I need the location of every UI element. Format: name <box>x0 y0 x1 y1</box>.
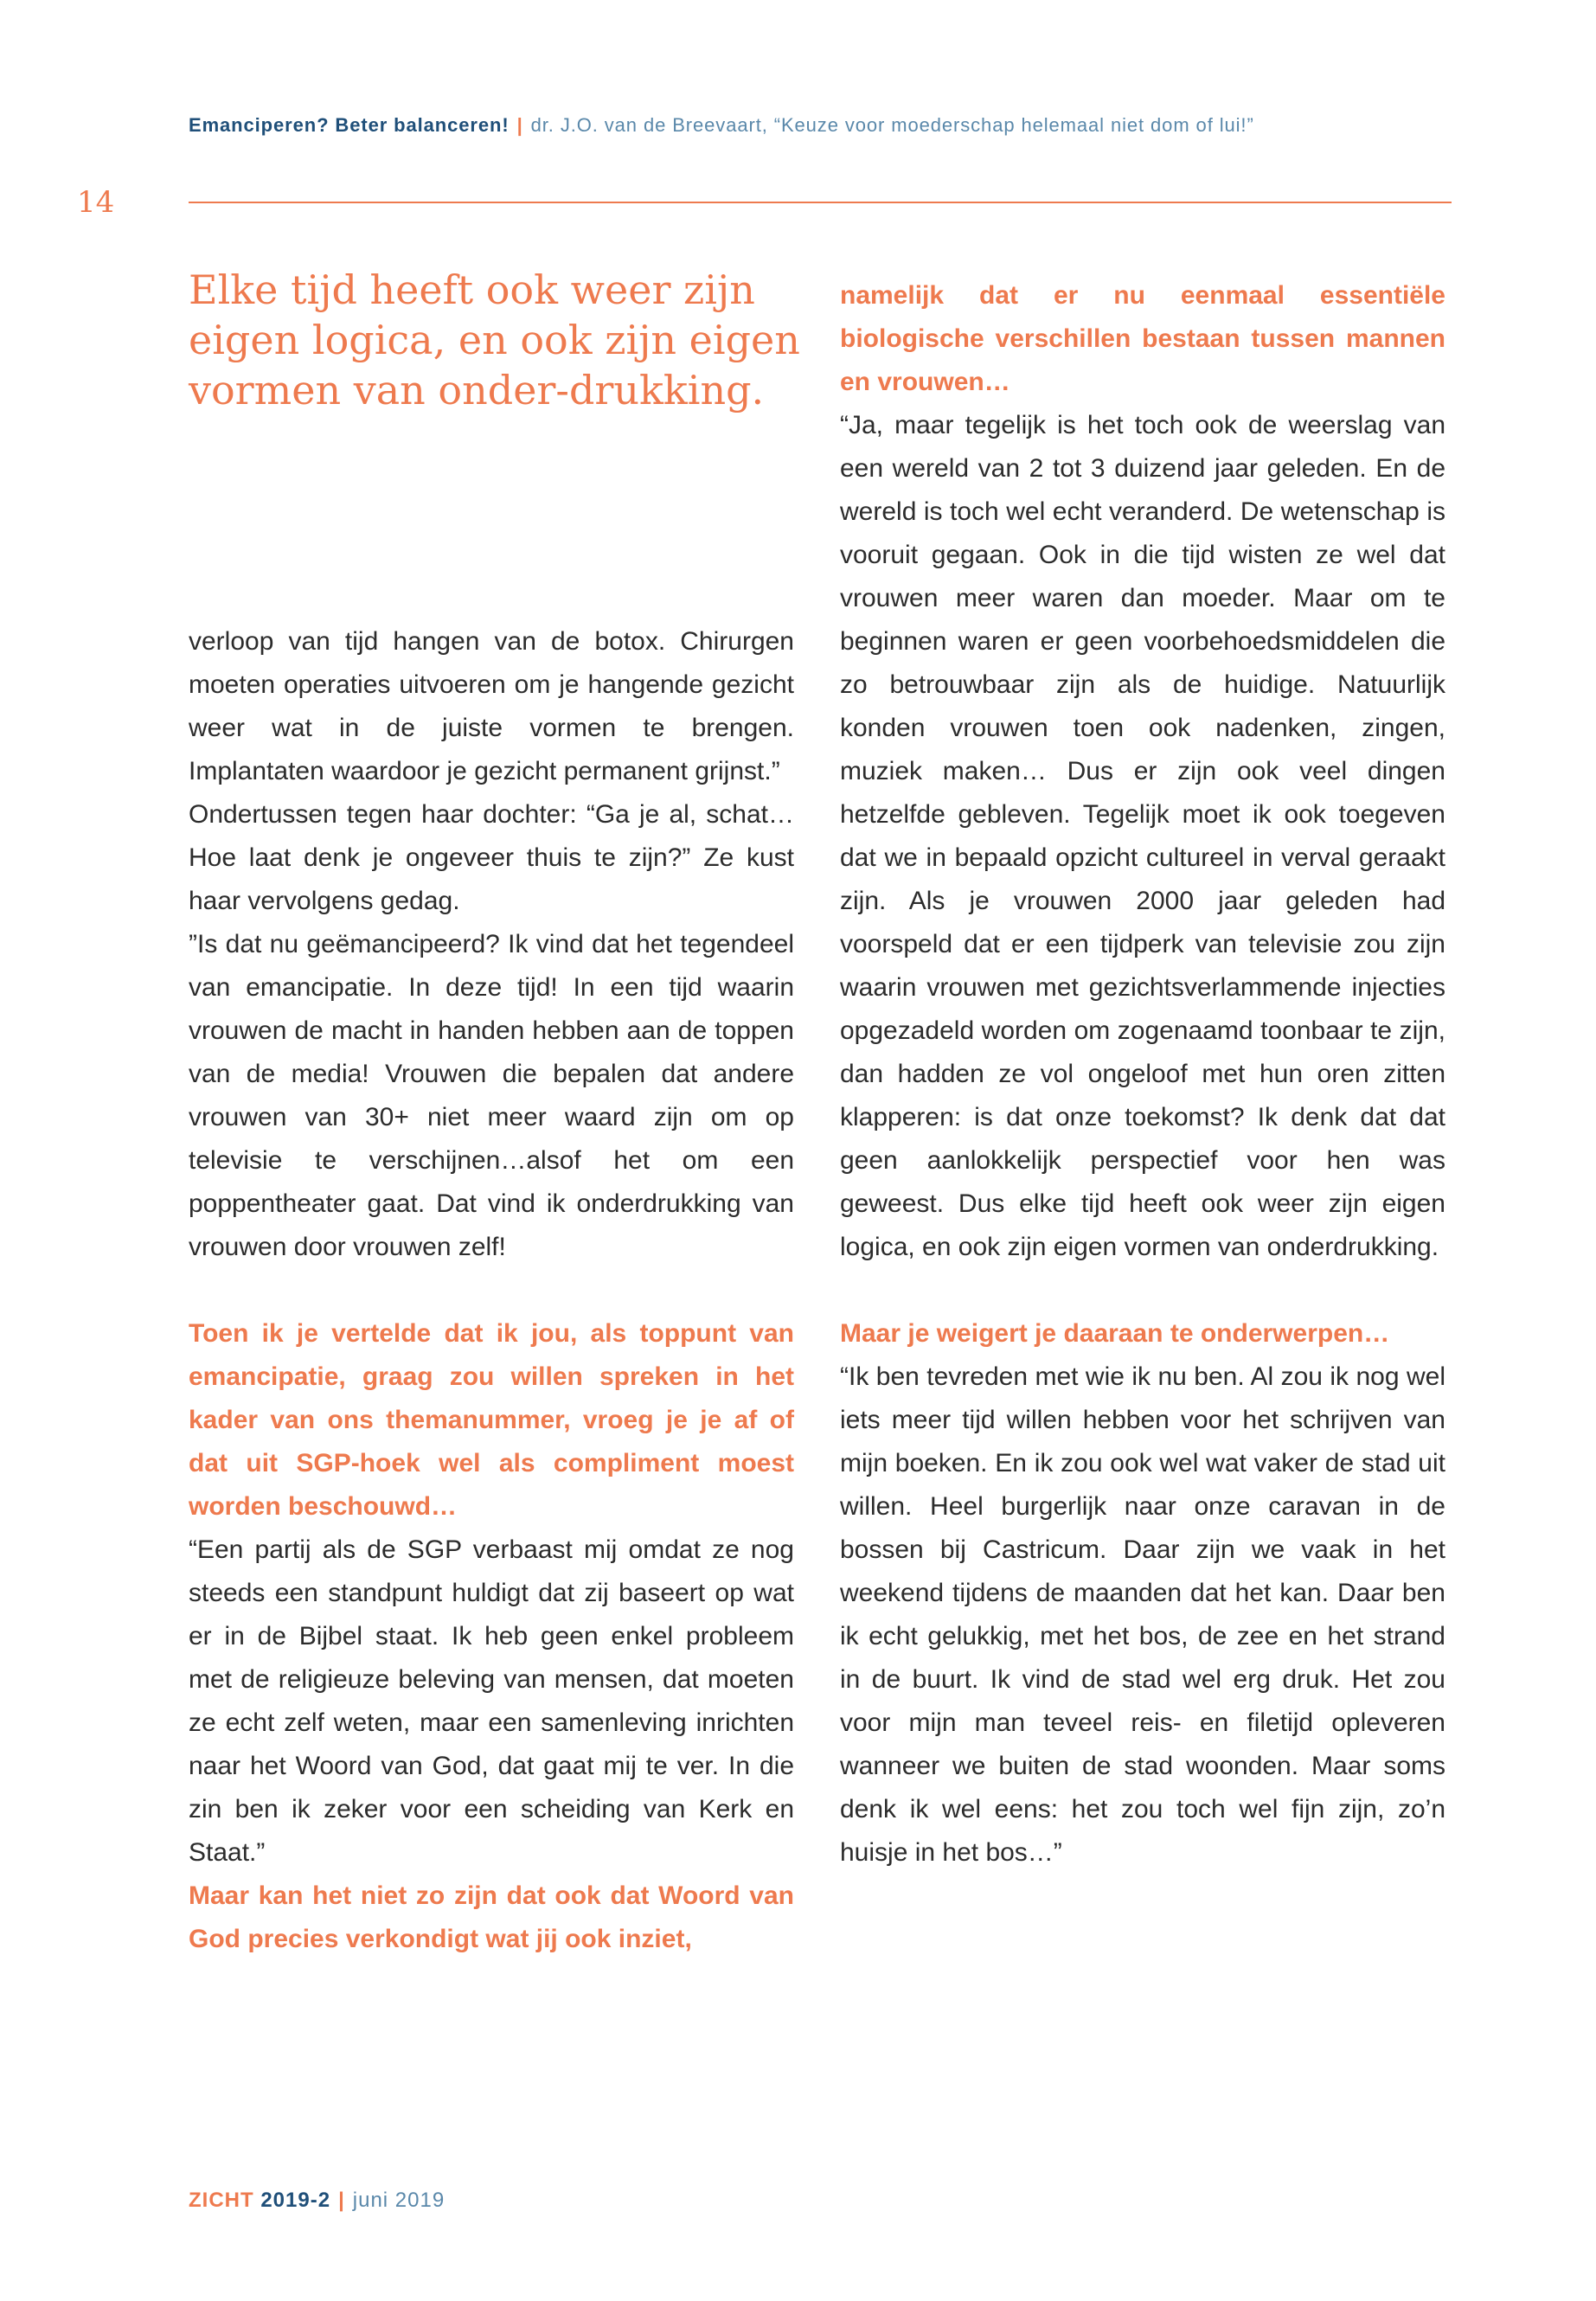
page-footer <box>189 2189 445 2213</box>
body-paragraph: ”Is dat nu geëmancipeerd? Ik vind dat het tegendeel van emancipatie. In deze tijd! In een tijd waarin vrouwen de macht in handen hebben aan de toppen van de media! Vrouwen die bepalen dat andere vrouwen van 30+ niet meer waard zijn om op televisie te verschijnen…alsof het om een poppentheater gaat. Dat vind ik onderdrukking van vrouwen door vrouwen zelf! <box>189 930 794 1261</box>
running-header <box>189 112 1452 139</box>
left-column <box>189 620 794 1961</box>
header-title: Emanciperen? Beter balanceren! <box>189 114 510 136</box>
footer-date: juni 2019 <box>352 2189 445 2212</box>
header-subtitle: dr. J.O. van de Breevaart, “Keuze voor moederschap helemaal niet dom of lui!” <box>530 114 1254 136</box>
body-paragraph: “Ik ben tevreden met wie ik nu ben. Al zou ik nog wel iets meer tijd willen hebben voor het schrijven van mijn boeken. En ik zou ook wel wat vaker de stad uit willen. Heel burgerlijk naar onze caravan in de bossen bij Castricum. Daar zijn we vaak in het weekend tijdens de maanden dat het kan. Daar ben ik echt gelukkig, met het bos, de zee en het strand in de buurt. Ik vind de stad wel erg druk. Het zou voor mijn man teveel reis- en filetijd opleveren wanneer we buiten de stad woonden. Maar soms denk ik wel eens: het zou toch wel fijn zijn, zo’n huisje in het bos…” <box>840 1362 1445 1867</box>
footer-issue: 2019-2 <box>260 2189 331 2212</box>
interview-question: Toen ik je vertelde dat ik jou, als toppunt van emancipatie, graag zou willen spreken in het kader van ons themanummer, vroeg je je af of dat uit SGP-hoek wel als compliment moest worden beschouwd… <box>189 1319 794 1521</box>
header-rule <box>189 202 1452 203</box>
footer-separator: | <box>338 2189 345 2212</box>
body-paragraph: “Een partij als de SGP verbaast mij omdat ze nog steeds een standpunt huldigt dat zij baseert op wat er in de Bijbel staat. Ik heb geen enkel probleem met de religieuze beleving van mensen, dat moeten ze echt zelf weten, maar een samenleving inrichten naar het Woord van God, dat gaat mij te ver. In die zin ben ik zeker voor een scheiding van Kerk en Staat.” <box>189 1535 794 1867</box>
footer-magazine: ZICHT <box>189 2189 254 2212</box>
interview-question: Maar je weigert je daaraan te onderwerpen… <box>840 1319 1390 1348</box>
body-paragraph: “Ja, maar tegelijk is het toch ook de weerslag van een wereld van 2 tot 3 duizend jaar geleden. En de wereld is toch wel echt veranderd. De wetenschap is vooruit gegaan. Ook in die tijd wisten ze wel dat vrouwen meer waren dan moeder. Maar om te beginnen waren er geen voorbehoedsmiddelen die zo betrouwbaar zijn als de huidige. Natuurlijk konden vrouwen toen ook nadenken, zingen, muziek maken… Dus er zijn ook veel dingen hetzelfde gebleven. Tegelijk moet ik ook toegeven dat we in bepaald opzicht cultureel in verval geraakt zijn. Als je vrouwen 2000 jaar geleden had voorspeld dat er een tijdperk van televisie zou zijn waarin vrouwen met gezichtsverlammende injecties opgezadeld worden om zogenaamd toonbaar te zijn, dan hadden ze vol ongeloof met hun oren zitten klapperen: is dat onze toekomst? Ik denk dat dat geen aanlokkelijk perspectief voor hen was geweest. Dus elke tijd heeft ook weer zijn eigen logica, en ook zijn eigen vormen van onderdrukking. <box>840 411 1445 1261</box>
interview-question-continued: namelijk dat er nu eenmaal essentiële biologische verschillen bestaan tussen mannen en vrouwen… <box>840 281 1445 396</box>
body-paragraph: verloop van tijd hangen van de botox. Chirurgen moeten operaties uitvoeren om je hangende gezicht weer wat in de juiste vormen te brengen. Implantaten waardoor je gezicht permanent grijnst.” <box>189 627 794 785</box>
page-number: 14 <box>77 185 115 220</box>
interview-question: Maar kan het niet zo zijn dat ook dat Woord van God precies verkondigt wat jij ook inziet, <box>189 1881 794 1953</box>
pull-quote: Elke tijd heeft ook weer zijn eigen logica, en ook zijn eigen vormen van onder-drukking. <box>189 266 800 413</box>
header-separator: | <box>516 114 523 136</box>
right-column <box>840 274 1445 1875</box>
body-paragraph: Ondertussen tegen haar dochter: “Ga je al, schat… Hoe laat denk je ongeveer thuis te zijn?” Ze kust haar vervolgens gedag. <box>189 800 794 915</box>
